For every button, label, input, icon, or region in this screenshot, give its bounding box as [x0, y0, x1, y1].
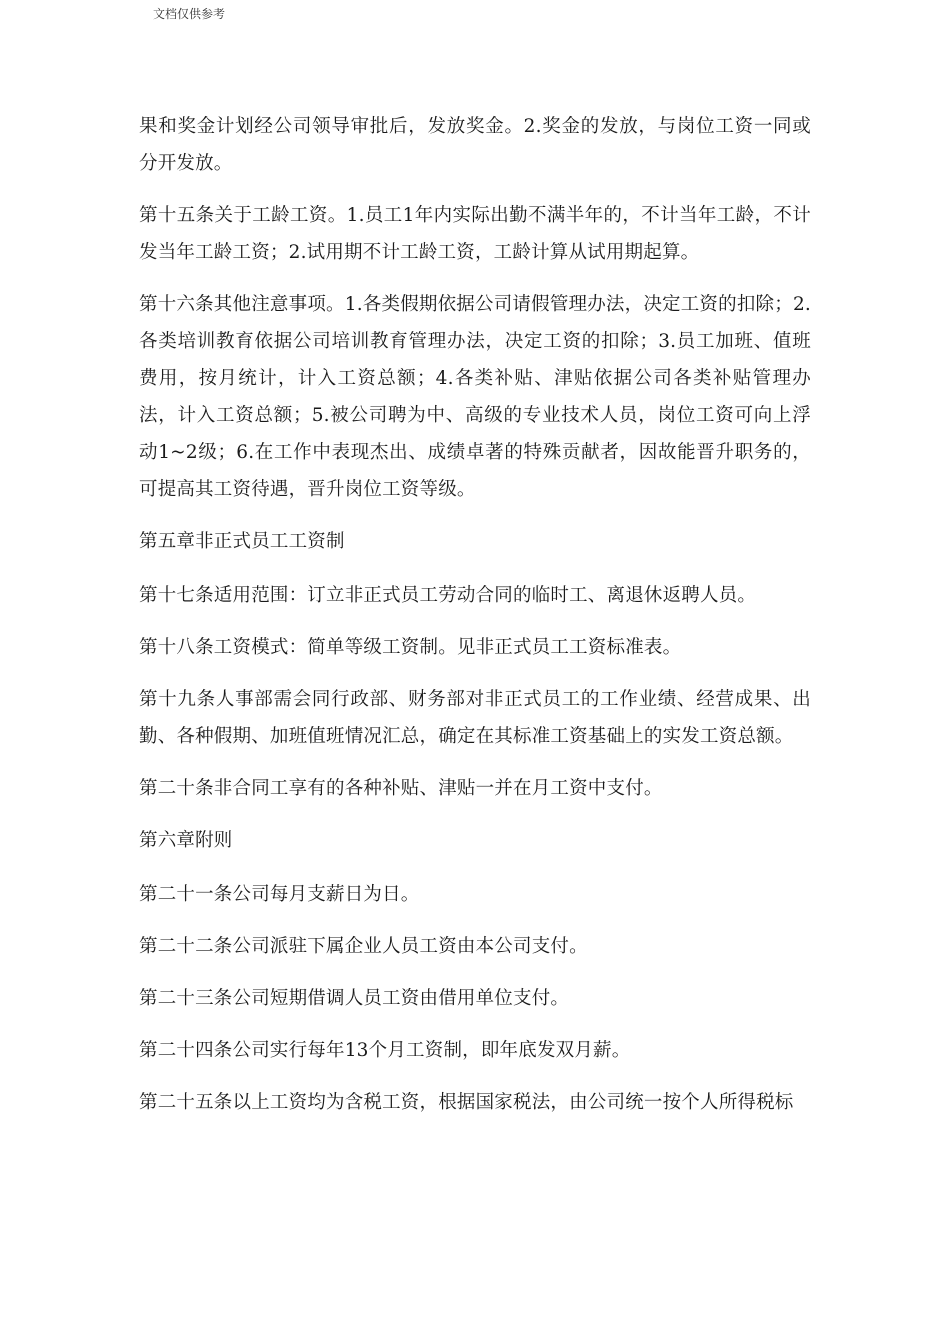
chapter-5-heading: 第五章非正式员工工资制	[139, 531, 345, 552]
chapter-6-heading: 第六章附则	[139, 830, 233, 851]
paragraph-article-16: 第十六条其他注意事项。1.各类假期依据公司请假管理办法，决定工资的扣除；2.各类培训教育依据公司培训教育管理办法，决定工资的扣除；3.员工加班、值班费用，按月统计，计入工资总额；4.各类补贴、津贴依据公司各类补贴管理办法，计入工资总额；5.被公司聘为中、高级的专业技术人员，岗位工资可向上浮动1~2级；6.在工作中表现杰出、成绩卓著的特殊贡献者，因故能晋升职务的，可提高其工资待遇，晋升岗位工资等级。	[139, 294, 811, 500]
paragraph-article-17: 第十七条适用范围：订立非正式员工劳动合同的临时工、离退休返聘人员。	[139, 585, 757, 606]
paragraph-article-22: 第二十二条公司派驻下属企业人员工资由本公司支付。	[139, 936, 588, 957]
paragraph-article-23: 第二十三条公司短期借调人员工资由借用单位支付。	[139, 988, 570, 1009]
paragraph-article-21: 第二十一条公司每月支薪日为日。	[139, 884, 420, 905]
paragraph-article-19: 第十九条人事部需会同行政部、财务部对非正式员工的工作业绩、经营成果、出勤、各种假期、加班值班情况汇总，确定在其标准工资基础上的实发工资总额。	[139, 689, 811, 747]
paragraph-article-24: 第二十四条公司实行每年13个月工资制，即年底发双月薪。	[139, 1040, 631, 1061]
header-note: 文档仅供参考	[153, 7, 226, 21]
paragraph-article-18: 第十八条工资模式：简单等级工资制。见非正式员工工资标准表。	[139, 637, 682, 658]
paragraph-bonus-continuation: 果和奖金计划经公司领导审批后，发放奖金。2.奖金的发放，与岗位工资一同或分开发放。	[139, 116, 811, 174]
paragraph-article-25: 第二十五条以上工资均为含税工资，根据国家税法，由公司统一按个人所得税标	[139, 1092, 794, 1113]
paragraph-article-15: 第十五条关于工龄工资。1.员工1年内实际出勤不满半年的，不计当年工龄，不计发当年工龄工资；2.试用期不计工龄工资，工龄计算从试用期起算。	[139, 205, 811, 263]
paragraph-article-20: 第二十条非合同工享有的各种补贴、津贴一并在月工资中支付。	[139, 778, 663, 799]
document-body	[139, 108, 811, 1136]
